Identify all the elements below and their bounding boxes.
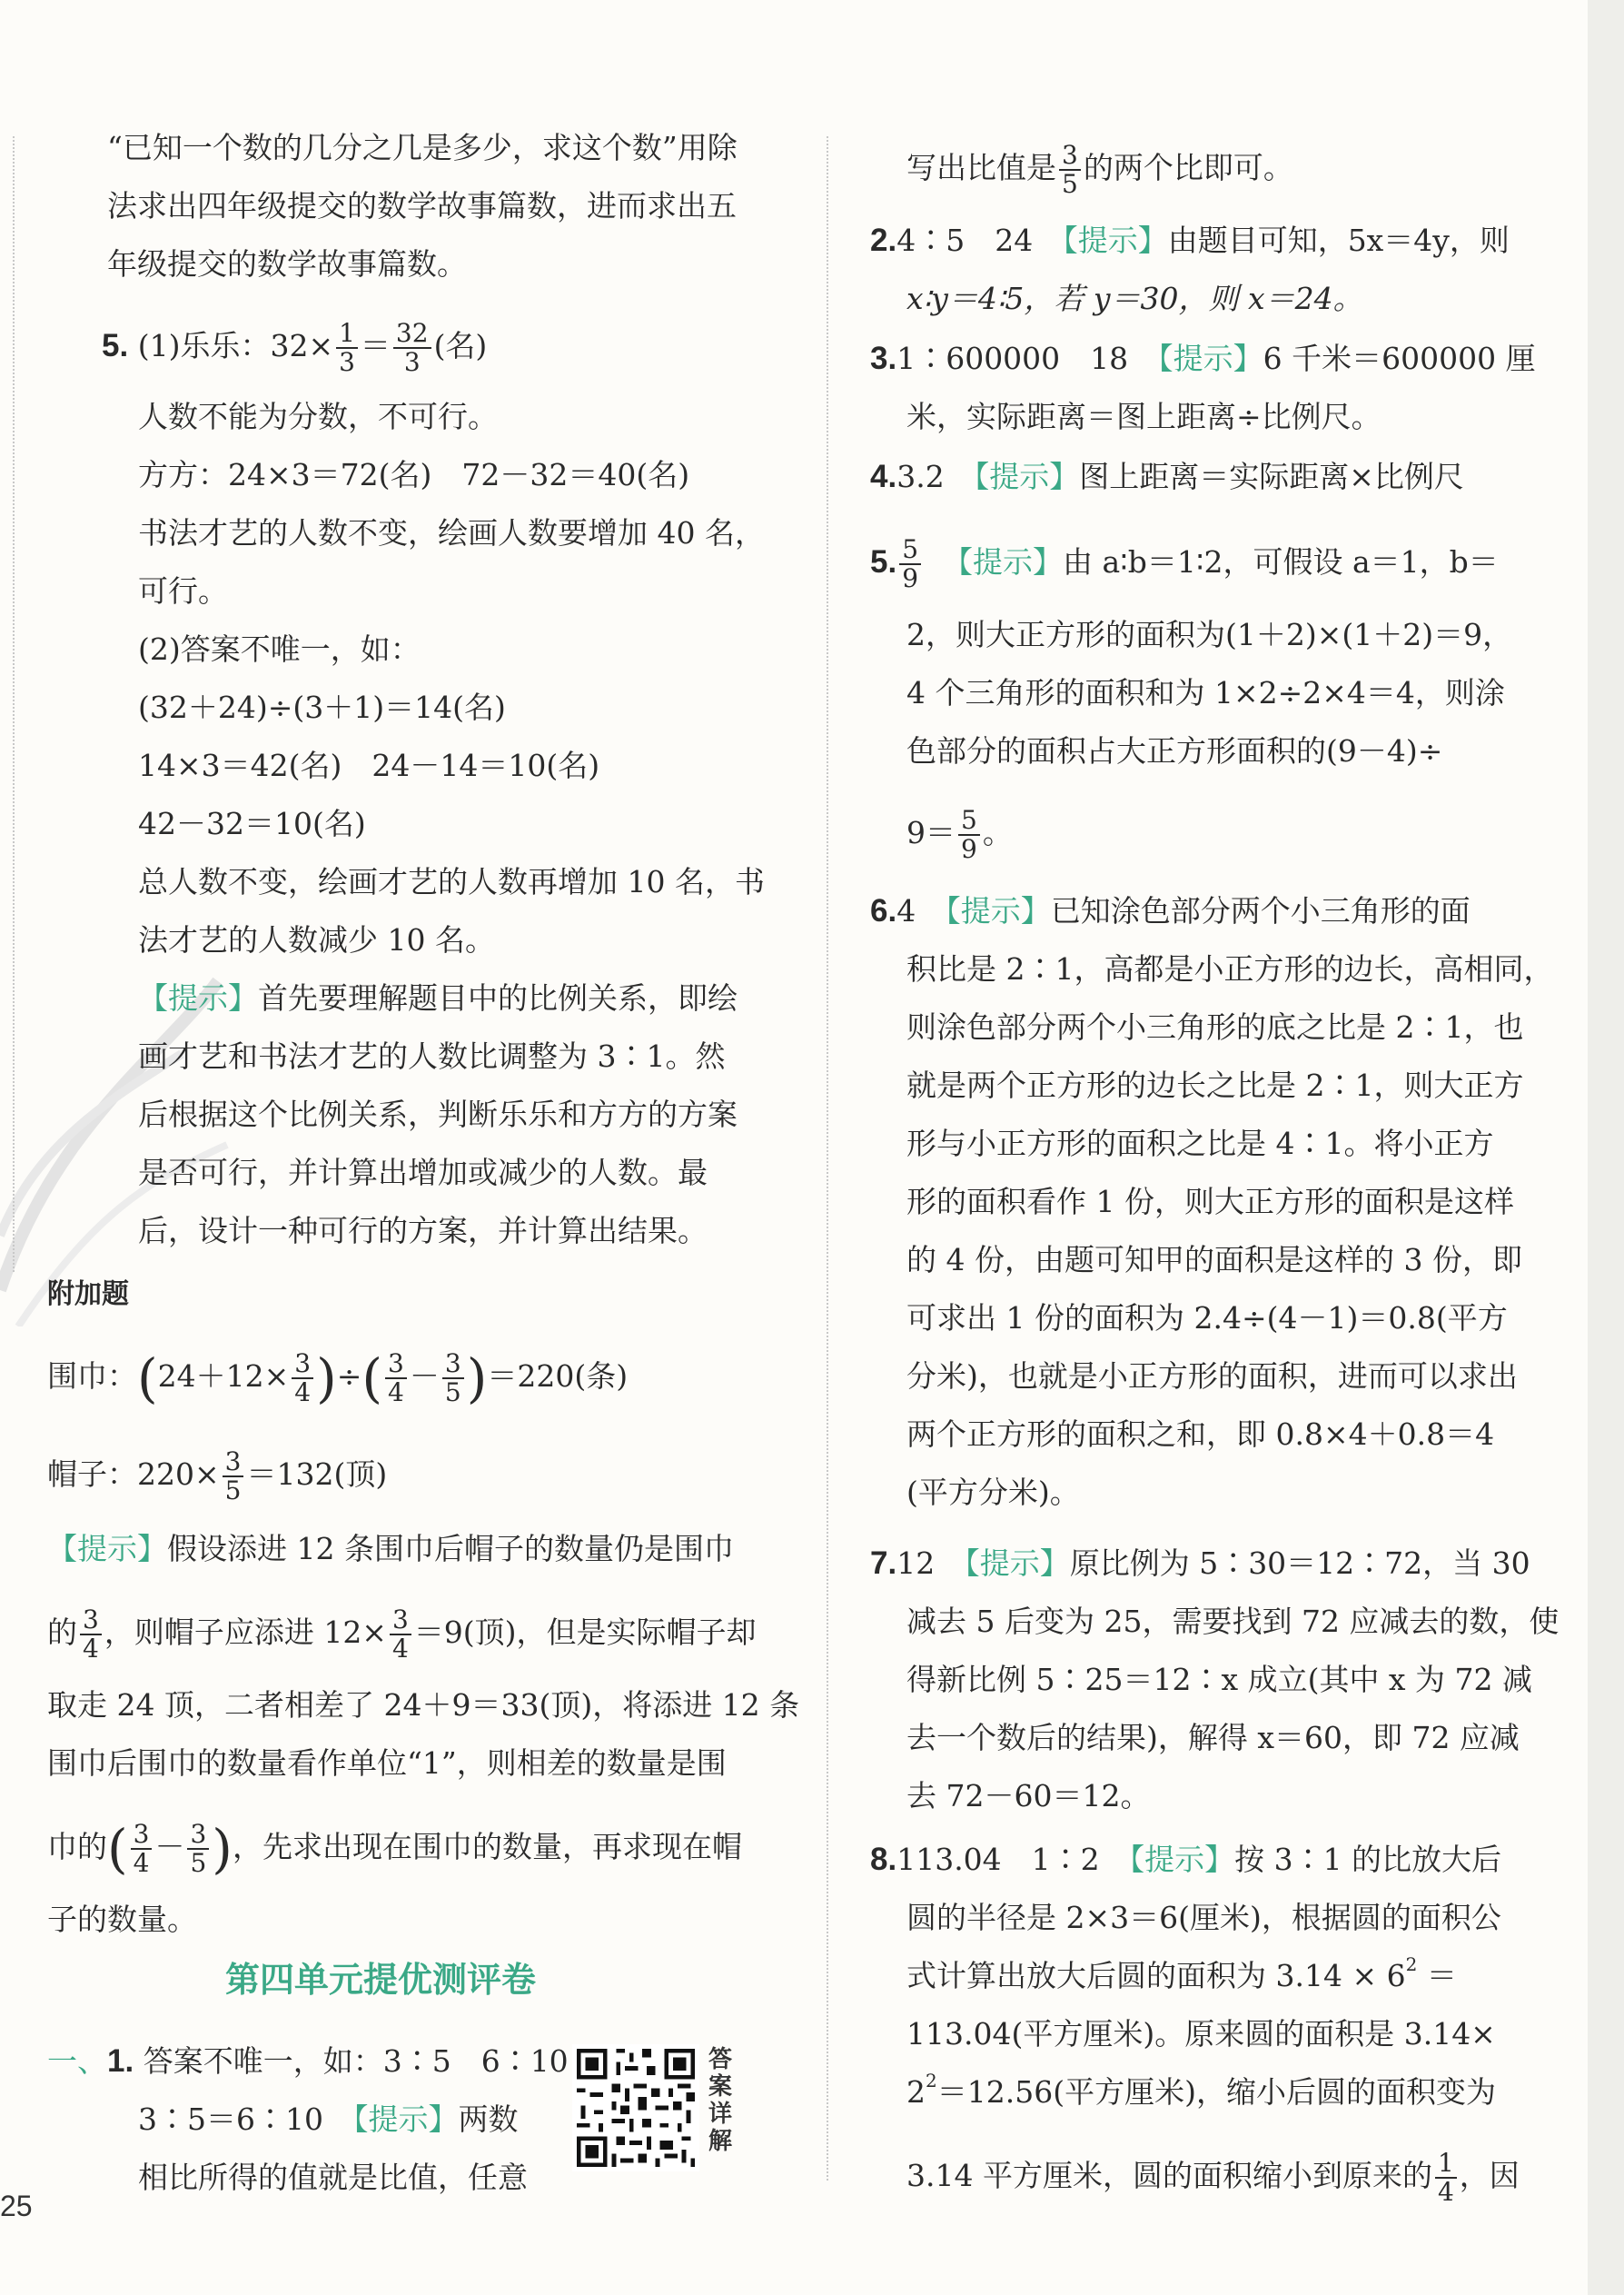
text-segment: 答案不唯一，如：3∶5 6∶10 xyxy=(143,2043,569,2079)
text-segment: 首先要理解题目中的比例关系，即绘 xyxy=(258,980,738,1016)
tip-label: 【提示】 xyxy=(47,1531,167,1566)
denominator: 5 xyxy=(1062,169,1078,199)
column-divider xyxy=(827,136,828,2181)
page-number: 25 xyxy=(0,2190,33,2222)
question-number: 7. xyxy=(870,1545,897,1581)
denominator: 4 xyxy=(294,1377,312,1407)
tip-label: 【提示】 xyxy=(1158,341,1263,376)
text-segment: 写出比值是 xyxy=(906,150,1056,185)
text-line: 得新比例 5∶25＝12∶x 成立(其中 x 为 72 减 xyxy=(906,1662,1533,1697)
text-line: 减去 5 后变为 25，需要找到 72 应减去的数，使 xyxy=(906,1604,1560,1639)
text-line: 书法才艺的人数不变，绘画人数要增加 40 名， xyxy=(138,515,765,551)
denominator: 4 xyxy=(1437,2177,1454,2207)
text-line: x∶y＝4∶5，若 y＝30，则 x＝24。 xyxy=(906,281,1363,316)
text-segment: 巾的 xyxy=(47,1829,107,1864)
fraction xyxy=(292,1350,313,1406)
text-line: 年级提交的数学故事篇数。 xyxy=(107,246,467,282)
text-line: 就是两个正方形的边长之比是 2∶1，则大正方 xyxy=(906,1068,1524,1103)
text-line xyxy=(906,1955,1457,1997)
fraction xyxy=(899,536,921,592)
text-line xyxy=(906,807,1013,863)
numerator: 5 xyxy=(899,536,921,565)
denominator: 4 xyxy=(133,1848,150,1878)
text-segment: － xyxy=(409,1358,440,1394)
text-line: 去 72－60＝12。 xyxy=(906,1778,1151,1813)
question-number: 6. xyxy=(870,893,897,929)
question-number: 3. xyxy=(870,341,897,376)
text-segment: ＝9(顶)，但是实际帽子却 xyxy=(413,1614,757,1650)
text-line: 积比是 2∶1，高都是小正方形的边长，高相同， xyxy=(906,951,1554,987)
tip-label: 【提示】 xyxy=(965,1545,1070,1581)
qr-side-char: 详 xyxy=(708,2101,732,2128)
text-line: 分米)，也就是小正方形的面积，进而可以求出 xyxy=(906,1358,1518,1394)
question-6-line-1 xyxy=(870,890,1471,932)
extra-question-title: 附加题 xyxy=(47,1278,129,1310)
question-5-line-1 xyxy=(870,536,1499,592)
tip-label: 【提示】 xyxy=(352,2101,459,2137)
numerator: 1 xyxy=(1435,2150,1457,2179)
text-segment: ÷ xyxy=(336,1358,362,1394)
question-3-line-1 xyxy=(870,338,1536,380)
text-line: 113.04(平方厘米)。原来圆的面积是 3.14× xyxy=(906,2016,1496,2052)
qr-side-label xyxy=(705,2046,736,2155)
text-segment: 原比例为 5∶30＝12∶72，当 30 xyxy=(1069,1545,1530,1581)
text-line: 形与小正方形的面积之比是 4∶1。将小正方 xyxy=(906,1126,1494,1161)
numerator: 3 xyxy=(1059,142,1081,171)
text-line xyxy=(906,2071,1496,2113)
tip-label: 【提示】 xyxy=(974,459,1080,494)
text-line xyxy=(906,2150,1520,2206)
tip-label: 【提示】 xyxy=(1129,1842,1235,1877)
text-segment: － xyxy=(154,1829,185,1864)
denominator: 4 xyxy=(388,1377,404,1407)
text-segment: 。 xyxy=(982,815,1013,850)
denominator: 5 xyxy=(224,1475,242,1505)
text-line: 可求出 1 份的面积为 2.4÷(4－1)＝0.8(平方 xyxy=(906,1300,1508,1336)
text-line: 色部分的面积占大正方形面积的(9－4)÷ xyxy=(906,733,1443,769)
section-title: 第四单元提优测评卷 xyxy=(225,1960,537,2000)
text-line: 子的数量。 xyxy=(47,1902,197,1937)
text-line: (32＋24)÷(3＋1)＝14(名) xyxy=(138,690,506,725)
text-line xyxy=(47,1606,757,1663)
text-segment: 12 xyxy=(896,1545,965,1581)
text-line: 2，则大正方形的面积为(1＋2)×(1＋2)＝9， xyxy=(906,617,1513,652)
tip-label: 【提示】 xyxy=(1063,223,1168,258)
numerator: 3 xyxy=(223,1448,244,1477)
fraction xyxy=(223,1448,244,1505)
text-line: (平方分米)。 xyxy=(906,1475,1080,1510)
question-number: 1. xyxy=(107,2043,134,2079)
text-segment: 4 xyxy=(896,893,946,929)
denominator: 9 xyxy=(902,563,919,593)
tip-label: 【提示】 xyxy=(943,544,1064,580)
fraction xyxy=(958,807,980,863)
text-line xyxy=(47,1818,742,1880)
tip-label: 【提示】 xyxy=(138,980,258,1016)
text-segment: 3.14 平方厘米，圆的面积缩小到原来的 xyxy=(906,2158,1432,2193)
text-segment: ，先求出现在围巾的数量，再求现在帽 xyxy=(232,1829,742,1864)
text-line: 米，实际距离＝图上距离÷比例尺。 xyxy=(906,399,1381,434)
text-line: 是否可行，并计算出增加或减少的人数。最 xyxy=(138,1155,708,1190)
numerator: 1 xyxy=(336,320,358,349)
denominator: 3 xyxy=(339,347,355,377)
denominator: 9 xyxy=(961,834,977,864)
text-segment: 1∶600000 18 xyxy=(896,341,1159,376)
text-line: (2)答案不唯一，如： xyxy=(138,631,421,667)
text-segment: 两数 xyxy=(458,2101,519,2137)
text-line: 可行。 xyxy=(138,573,228,609)
text-segment: ，因 xyxy=(1459,2158,1520,2193)
superscript: 2 xyxy=(1405,1953,1418,1975)
numerator: 3 xyxy=(385,1350,407,1379)
text-segment: 9＝ xyxy=(906,815,956,850)
paren: ) xyxy=(212,1818,233,1880)
text-segment: ＝ xyxy=(360,328,391,363)
text-line: 42－32＝10(名) xyxy=(138,806,366,841)
page-edge-shadow xyxy=(1588,0,1624,2295)
fraction xyxy=(131,1821,153,1877)
denominator: 4 xyxy=(83,1634,99,1664)
question-number: 5. xyxy=(102,328,129,363)
text-line: 方方：24×3＝72(名) 72－32＝40(名) xyxy=(138,457,690,492)
scarf-equation xyxy=(47,1347,629,1409)
question-5-line-1 xyxy=(102,320,487,376)
text-segment: 4∶5 24 xyxy=(896,223,1064,258)
text-segment: ＝12.56(平方厘米)，缩小后圆的面积变为 xyxy=(936,2074,1496,2110)
numerator: 3 xyxy=(131,1821,153,1850)
text-segment: 假设添进 12 条围巾后帽子的数量仍是围巾 xyxy=(167,1531,734,1566)
qr-side-char: 案 xyxy=(708,2073,732,2101)
text-line: 圆的半径是 2×3＝6(厘米)，根据圆的面积公 xyxy=(906,1900,1501,1935)
numerator: 3 xyxy=(80,1606,102,1635)
text-line: 法才艺的人数减少 10 名。 xyxy=(138,922,495,958)
text-line: 4 个三角形的面积和为 1×2÷2×4＝4，则涂 xyxy=(906,675,1505,710)
question-number: 4. xyxy=(870,459,897,494)
question-number: 5. xyxy=(870,544,897,580)
fraction xyxy=(390,1606,411,1663)
text-segment: 3∶5＝6∶10 xyxy=(138,2101,353,2137)
fraction xyxy=(187,1821,209,1877)
text-line: 后，设计一种可行的方案，并计算出结果。 xyxy=(138,1213,708,1248)
section-1-line-1 xyxy=(47,2041,569,2082)
section-label: 一、 xyxy=(47,2043,107,2079)
text-line: 形的面积看作 1 份，则大正方形的面积是这样 xyxy=(906,1184,1514,1219)
denominator: 3 xyxy=(403,347,421,377)
text-line xyxy=(138,2099,518,2141)
numerator: 5 xyxy=(958,807,980,836)
fraction xyxy=(336,320,358,376)
tip-label: 【提示】 xyxy=(946,893,1051,929)
qr-side-char: 解 xyxy=(708,2128,732,2155)
denominator: 5 xyxy=(190,1848,207,1878)
numerator: 3 xyxy=(292,1350,313,1379)
text-line: 相比所得的值就是比值，任意 xyxy=(138,2160,528,2195)
text-segment: (名) xyxy=(433,328,488,363)
fraction xyxy=(385,1350,407,1406)
text-segment: (1)乐乐：32× xyxy=(137,328,334,363)
text-segment: 已知涂色部分两个小三角形的面 xyxy=(1050,893,1471,929)
tip-line xyxy=(47,1528,734,1570)
text-segment: 2 xyxy=(906,2074,926,2110)
question-number: 8. xyxy=(870,1842,897,1877)
text-segment: 由题目可知，5x＝4y，则 xyxy=(1167,223,1510,258)
tip-line xyxy=(138,978,738,1019)
numerator: 3 xyxy=(187,1821,209,1850)
text-segment: ，则帽子应添进 12× xyxy=(104,1614,387,1650)
left-margin-rule xyxy=(13,136,15,1272)
fraction xyxy=(80,1606,102,1663)
text-segment: 113.04 1∶2 xyxy=(896,1842,1130,1877)
denominator: 5 xyxy=(444,1377,461,1407)
question-8-line-1 xyxy=(870,1839,1501,1881)
text-line: 围巾后围巾的数量看作单位“1”，则相差的数量是围 xyxy=(47,1745,727,1781)
text-segment: 围巾： xyxy=(47,1358,137,1394)
text-line: 总人数不变，绘画才艺的人数再增加 10 名，书 xyxy=(138,864,765,899)
text-segment: 6 千米＝600000 厘 xyxy=(1263,341,1536,376)
text-segment: 按 3∶1 的比放大后 xyxy=(1234,1842,1502,1877)
denominator: 4 xyxy=(391,1634,409,1664)
text-segment: 的 xyxy=(47,1614,77,1650)
text-segment: ＝ xyxy=(1417,1958,1457,1993)
paren: ) xyxy=(316,1347,337,1409)
text-line: 两个正方形的面积之和，即 0.8×4＋0.8＝4 xyxy=(906,1416,1495,1452)
text-segment: 帽子：220× xyxy=(47,1456,220,1492)
fraction xyxy=(442,1350,464,1406)
text-segment: 图上距离＝实际距离×比例尺 xyxy=(1079,459,1464,494)
paren: ( xyxy=(361,1347,383,1409)
fraction xyxy=(1435,2150,1457,2206)
question-4-line-1 xyxy=(870,456,1464,498)
text-line: 人数不能为分数，不可行。 xyxy=(138,399,498,434)
paren: ( xyxy=(137,1347,158,1409)
question-number: 2. xyxy=(870,223,897,258)
numerator: 32 xyxy=(393,320,431,349)
text-segment: 式计算出放大后圆的面积为 3.14 × 6 xyxy=(906,1958,1406,1993)
paren: ) xyxy=(466,1347,488,1409)
text-line: 画才艺和书法才艺的人数比调整为 3∶1。然 xyxy=(138,1038,726,1074)
qr-code[interactable] xyxy=(572,2044,699,2171)
fraction xyxy=(1059,142,1081,198)
text-line: 14×3＝42(名) 24－14＝10(名) xyxy=(138,748,600,783)
paren: ( xyxy=(107,1818,128,1880)
qr-side-char: 答 xyxy=(708,2046,732,2073)
superscript: 2 xyxy=(926,2070,937,2091)
hat-equation xyxy=(47,1448,387,1505)
text-line: 取走 24 顶，二者相差了 24＋9＝33(顶)，将添进 12 条 xyxy=(47,1687,800,1723)
question-7-line-1 xyxy=(870,1543,1530,1585)
text-line: 去一个数后的结果)，解得 x＝60，即 72 应减 xyxy=(906,1720,1520,1755)
text-segment: ＝132(顶) xyxy=(246,1456,388,1492)
numerator: 3 xyxy=(442,1350,464,1379)
text-line: 的 4 份，由题可知甲的面积是这样的 3 份，即 xyxy=(906,1242,1522,1277)
text-segment: 由 a∶b＝1∶2，可假设 a＝1，b＝ xyxy=(1063,544,1499,580)
text-line xyxy=(906,142,1293,198)
text-segment: ＝220(条) xyxy=(487,1358,629,1394)
text-segment: 24＋12× xyxy=(157,1358,290,1394)
text-line: 后根据这个比例关系，判断乐乐和方方的方案 xyxy=(138,1097,738,1132)
text-segment: 3.2 xyxy=(896,459,975,494)
text-segment: 的两个比即可。 xyxy=(1083,150,1293,185)
text-line: “已知一个数的几分之几是多少，求这个数”用除 xyxy=(107,130,738,165)
text-line: 法求出四年级提交的数学故事篇数，进而求出五 xyxy=(107,188,737,224)
numerator: 3 xyxy=(390,1606,411,1635)
fraction xyxy=(393,320,431,376)
text-line: 则涂色部分两个小三角形的底之比是 2∶1，也 xyxy=(906,1009,1524,1045)
question-2-line-1 xyxy=(870,220,1510,262)
